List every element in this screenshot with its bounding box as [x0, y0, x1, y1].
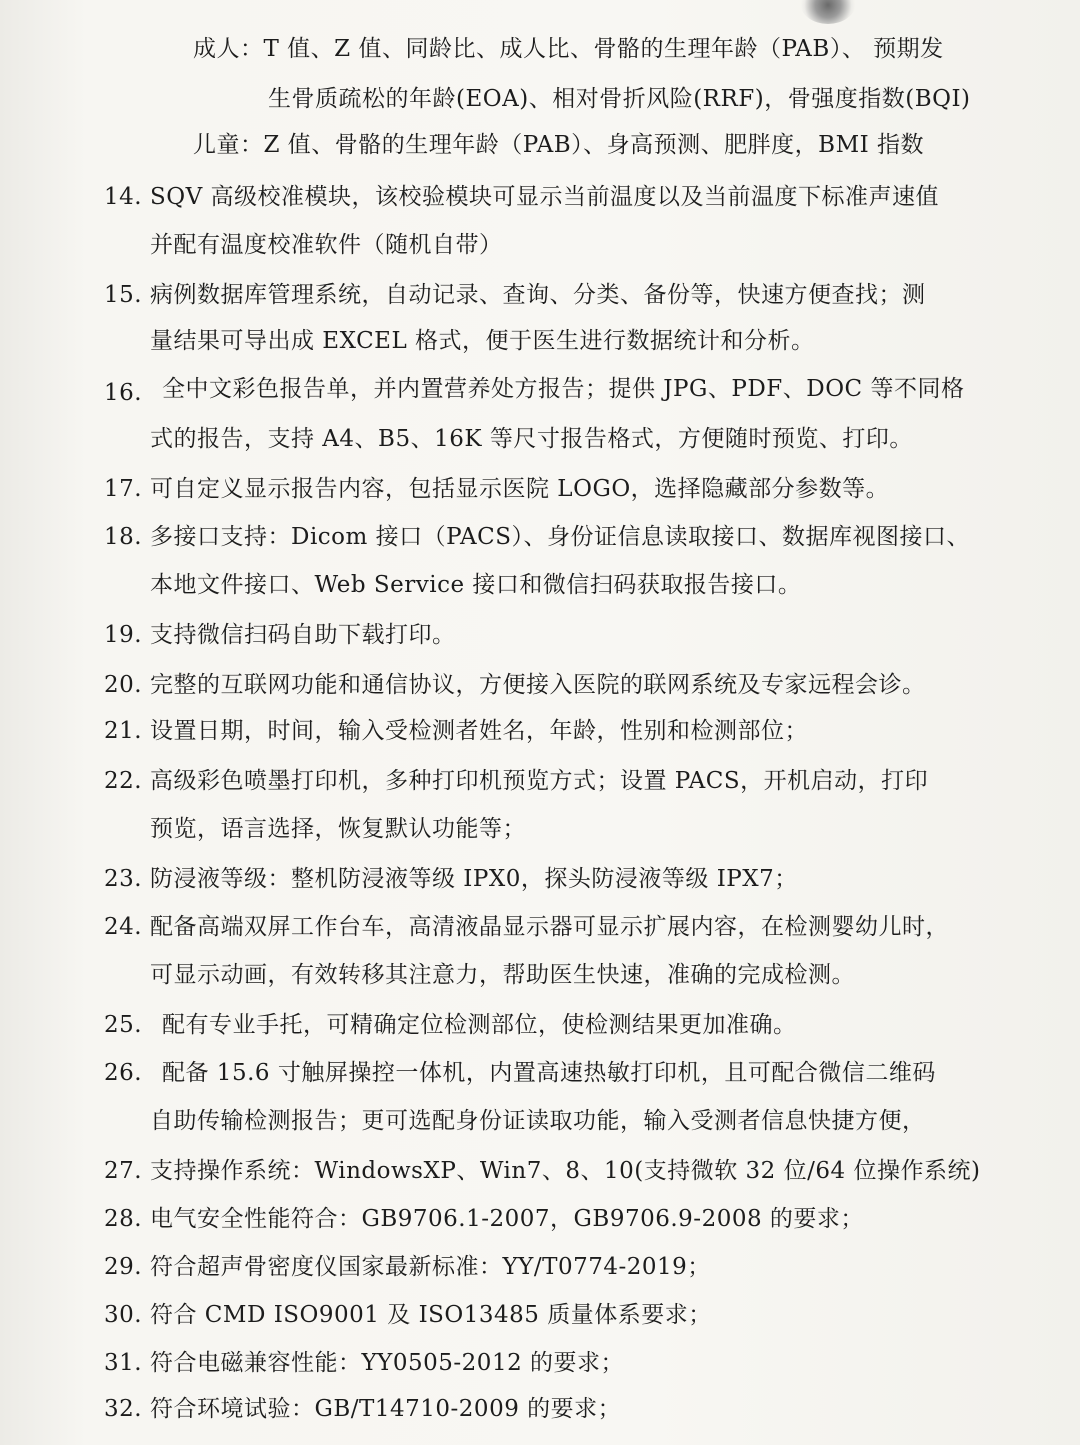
item-22-line-1: 高级彩色喷墨打印机，多种打印机预览方式；设置 PACS，开机启动，打印 — [150, 768, 929, 794]
item-14-line-1: SQV 高级校准模块，该校验模块可显示当前温度以及当前温度下标准声速值 — [150, 184, 940, 210]
item-number: 30. — [104, 1302, 143, 1328]
item-number: 18. — [104, 524, 143, 550]
item-18-line-2: 本地文件接口、Web Service 接口和微信扫码获取报告接口。 — [150, 572, 802, 598]
item-21-line-1: 设置日期，时间，输入受检测者姓名，年龄，性别和检测部位； — [150, 718, 808, 744]
item-number: 26. — [104, 1060, 143, 1086]
item-29-line-1: 符合超声骨密度仪国家最新标准：YY/T0774-2019； — [150, 1254, 711, 1280]
item-number: 31. — [104, 1350, 143, 1376]
item-24-line-1: 配备高端双屏工作台车，高清液晶显示器可显示扩展内容，在检测婴幼儿时， — [150, 914, 949, 940]
item-23-line-1: 防浸液等级：整机防浸液等级 IPX0，探头防浸液等级 IPX7； — [150, 866, 798, 892]
ink-smudge — [800, 0, 856, 24]
item-number: 27. — [104, 1158, 143, 1184]
item-16-line-2: 式的报告，支持 A4、B5、16K 等尺寸报告格式，方便随时预览、打印。 — [150, 426, 913, 452]
child-line: 儿童：Z 值、骨骼的生理年龄（PAB）、身高预测、肥胖度，BMI 指数 — [193, 132, 925, 158]
item-number: 29. — [104, 1254, 143, 1280]
item-32-line-1: 符合环境试验：GB/T14710-2009 的要求； — [150, 1396, 622, 1422]
item-17-line-1: 可自定义显示报告内容，包括显示医院 LOGO，选择隐藏部分参数等。 — [150, 476, 890, 502]
item-14-line-2: 并配有温度校准软件（随机自带） — [150, 232, 503, 258]
item-24-line-2: 可显示动画，有效转移其注意力，帮助医生快速，准确的完成检测。 — [150, 962, 855, 988]
item-22-line-2: 预览，语言选择，恢复默认功能等； — [150, 816, 526, 842]
item-15-line-1: 病例数据库管理系统，自动记录、查询、分类、备份等，快速方便查找；测 — [150, 282, 926, 308]
item-number: 16. — [104, 380, 143, 406]
item-number: 32. — [104, 1396, 143, 1422]
item-number: 28. — [104, 1206, 143, 1232]
item-number: 17. — [104, 476, 143, 502]
item-31-line-1: 符合电磁兼容性能：YY0505-2012 的要求； — [150, 1350, 625, 1376]
item-15-line-2: 量结果可导出成 EXCEL 格式，便于医生进行数据统计和分析。 — [150, 328, 815, 354]
item-30-line-1: 符合 CMD ISO9001 及 ISO13485 质量体系要求； — [150, 1302, 712, 1328]
item-25-line-1: 配有专业手托，可精确定位检测部位，使检测结果更加准确。 — [162, 1012, 797, 1038]
item-number: 21. — [104, 718, 143, 744]
item-number: 20. — [104, 672, 143, 698]
item-19-line-1: 支持微信扫码自助下载打印。 — [150, 622, 456, 648]
item-26-line-1: 配备 15.6 寸触屏操控一体机，内置高速热敏打印机，且可配合微信二维码 — [162, 1060, 936, 1086]
adult-line-1: 成人：T 值、Z 值、同龄比、成人比、骨骼的生理年龄（PAB）、 预期发 — [193, 36, 944, 62]
item-number: 24. — [104, 914, 143, 940]
item-27-line-1: 支持操作系统：WindowsXP、Win7、8、10(支持微软 32 位/64 位操作系统) — [150, 1158, 981, 1184]
item-28-line-1: 电气安全性能符合：GB9706.1-2007，GB9706.9-2008 的要求； — [150, 1206, 864, 1232]
item-number: 22. — [104, 768, 143, 794]
item-18-line-1: 多接口支持：Dicom 接口（PACS）、身份证信息读取接口、数据库视图接口、 — [150, 524, 970, 550]
item-26-line-2: 自助传输检测报告；更可选配身份证读取功能，输入受测者信息快捷方便， — [150, 1108, 926, 1134]
item-number: 19. — [104, 622, 143, 648]
adult-line-2: 生骨质疏松的年龄(EOA)、相对骨折风险(RRF)，骨强度指数(BQI) — [268, 86, 971, 112]
item-number: 25. — [104, 1012, 143, 1038]
item-number: 23. — [104, 866, 143, 892]
item-number: 14. — [104, 184, 143, 210]
item-16-line-1: 全中文彩色报告单，并内置营养处方报告；提供 JPG、PDF、DOC 等不同格 — [162, 376, 965, 402]
item-20-line-1: 完整的互联网功能和通信协议，方便接入医院的联网系统及专家远程会诊。 — [150, 672, 926, 698]
item-number: 15. — [104, 282, 143, 308]
